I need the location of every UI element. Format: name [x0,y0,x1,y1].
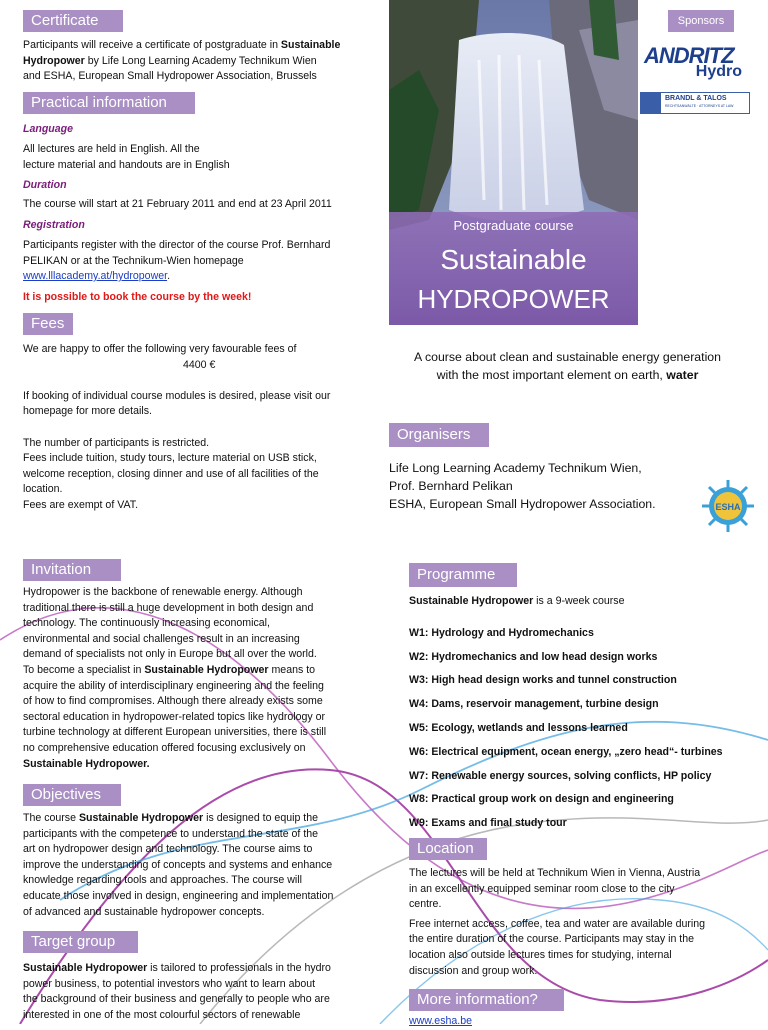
location-line: The lectures will be held at Technikum Wien in Vienna, Austria [409,867,701,879]
location-line: centre. [409,898,442,911]
fees-line3: If booking of individual course modules is desired, please visit our [23,389,331,402]
objectives-line: of advanced and sustainable hydropower concepts. [23,905,265,918]
invitation-line: environmental and social challenges result in an increasing [23,632,300,645]
organisers-line1: Life Long Learning Academy Technikum Wien, [389,461,642,475]
cover-photo [389,0,638,325]
esha-link[interactable]: www.esha.be [409,1015,473,1027]
invitation-line: no comprehensive education offered focusing exclusively on [23,741,306,754]
programme-week-4: W4: Dams, reservoir management, turbine design [409,698,659,710]
programme-week-8: W8: Practical group work on design and engineering [409,793,674,805]
tagline-line2: with the most important element on earth, [436,368,667,382]
duration-text: The course will start at 21 February 2011 and end at 23 April 2011 [23,198,332,210]
fees-line8: location. [23,483,63,496]
programme-week-6: W6: Electrical equipment, ocean energy, „zero head“- turbines [409,746,723,758]
brandl-logo-block [641,93,661,113]
fees-line9: Fees are exempt of VAT. [23,498,139,511]
fees-text [23,342,373,514]
tagline-line1: A course about clean and sustainable energy generation [414,350,721,364]
cover-subtitle: Postgraduate course [453,218,574,233]
week-booking-note: It is possible to book the course by the week! [23,291,252,303]
language-line2: lecture material and handouts are in English [23,158,230,171]
invitation-line6-bold: Sustainable Hydropower [144,663,269,676]
programme-week-2: W2: Hydromechanics and low head design works [409,651,658,663]
programme-intro [409,594,624,610]
programme-week-1: W1: Hydrology and Hydromechanics [409,627,594,639]
target-line1-post: is tailored to professionals in the hydro [147,962,331,974]
objectives-text [23,811,383,920]
language-label: Language [23,123,74,135]
programme-header: Programme [409,563,517,587]
fees-line6: Fees include tuition, study tours, lecture material on USB stick, [23,452,317,465]
certificate-line3: and ESHA, European Small Hydropower Association, Brussels [23,70,317,83]
fees-line7: welcome reception, closing dinner and use of all facilities of the [23,467,319,480]
target-line1-bold: Sustainable Hydropower [23,962,148,974]
brandl-subtext: RECHTSANWÄLTE · ATTORNEYS AT LAW [665,104,734,108]
brandl-text: BRANDL & TALOS [665,95,727,102]
more-info-header: More information? [409,989,564,1011]
objectives-line: art on hydropower design and technology. The course aims to [23,843,313,856]
registration-line2: PELIKAN or at the Technikum-Wien homepage [23,254,244,267]
andritz-text: ANDRITZ [644,43,734,68]
fees-line4: homepage for more details. [23,405,152,418]
target-group-header: Target group [23,931,138,953]
organisers-line3: ESHA, European Small Hydropower Association. [389,497,656,511]
objectives-line1-post: is designed to equip the [203,812,319,824]
location-line: the entire duration of the course. Participants may stay in the [409,933,695,946]
invitation-line6-post: means to [268,663,316,676]
invitation-line: traditional there is still a huge development in both design and [23,601,314,614]
certificate-line1: Participants will receive a certificate of postgraduate in [23,39,281,51]
location-line: location also outside lectures times for studying, internal [409,948,672,961]
fees-amount: 4400 € [183,358,216,371]
registration-line1: Participants register with the director of the course Prof. Bernhard [23,239,331,251]
programme-week-3: W3: High head design works and tunnel construction [409,674,677,686]
duration-label: Duration [23,179,67,191]
organisers-text [389,459,656,513]
cover-title-1: Sustainable [440,244,587,275]
andritz-logo [644,43,744,81]
registration-link[interactable]: www.lllacademy.at/hydropower [23,270,168,283]
registration-link-period: . [167,270,171,283]
programme-week-9: W9: Exams and final study tour [409,817,567,829]
location-line: Free internet access, coffee, tea and water are available during [409,917,706,930]
certificate-header: Certificate [23,10,123,32]
programme-week-7: W7: Renewable energy sources, solving conflicts, HP policy [409,770,712,782]
objectives-line1-bold: Sustainable Hydropower [78,812,204,824]
objectives-header: Objectives [23,784,121,806]
objectives-line: participants with the competence to understand the state of the [23,827,319,840]
organisers-line2: Prof. Bernhard Pelikan [389,479,513,493]
sponsors-header: Sponsors [668,10,734,32]
registration-label: Registration [23,219,85,231]
invitation-line: demand of specialists not only in Europe but all over the world. [23,648,317,661]
certificate-line2: by Life Long Learning Academy Technikum Wien [84,54,317,67]
invitation-header: Invitation [23,559,121,581]
invitation-line: turbine technology at different European universities, there is still [23,726,327,739]
certificate-line2-bold: Hydropower [23,54,85,67]
hydro-text: Hydro [695,63,742,80]
language-text [23,142,373,173]
location-line: in an excellently equipped seminar room close to the city [409,882,675,895]
location-line: discussion and group work. [409,964,538,977]
location-text [409,866,759,979]
invitation-line: Hydropower is the backbone of renewable energy. Although [23,586,303,598]
fees-line1: We are happy to offer the following very favourable fees of [23,343,297,355]
organisers-header: Organisers [389,423,489,447]
practical-header: Practical information [23,92,195,114]
invitation-text [23,585,383,772]
objectives-line: improve the understanding of concepts and systems and enhance [23,858,333,871]
objectives-line: educate those involved in design, engineering and implementation [23,889,334,902]
certificate-line1-bold: Sustainable [280,39,341,51]
cover-title-2: HYDROPOWER [417,284,610,314]
tagline-water: water [666,368,699,382]
invitation-line: acquire the ability of interdisciplinary engineering and the feeling [23,679,324,692]
target-line: interested in one of the most colourful sectors of renewable [23,1008,301,1021]
fees-header: Fees [23,313,73,335]
programme-intro-rest: is a 9-week course [533,595,625,607]
objectives-line: knowledge regarding tools and approaches. The course will [23,874,302,887]
target-group-text [23,961,383,1023]
objectives-line1-pre: The course [23,812,79,824]
invitation-line: sectoral education in hydropower-related topics like hydrology or [23,710,326,723]
target-line: the background of their business and generally to people who are [23,993,330,1006]
registration-text [23,238,378,285]
cover-tagline [389,348,746,384]
programme-week-5: W5: Ecology, wetlands and lessons learned [409,722,628,734]
invitation-last-bold: Sustainable Hydropower. [23,757,150,770]
programme-intro-bold: Sustainable Hydropower [409,595,534,607]
location-header: Location [409,838,487,860]
target-line: power business, to potential investors who want to learn about [23,977,316,990]
language-line1: All lectures are held in English. All the [23,143,200,155]
invitation-line: of how to find compromises. Although there already exists some [23,695,323,708]
invitation-line: technology. The continuously increasing economical, [23,617,270,630]
esha-logo-text: ESHA [715,502,741,512]
brandl-talos-logo [640,92,750,114]
certificate-text [23,38,373,85]
invitation-line6-pre: To become a specialist in [23,663,145,676]
fees-line5: The number of participants is restricted. [23,436,210,449]
esha-logo [700,478,756,534]
